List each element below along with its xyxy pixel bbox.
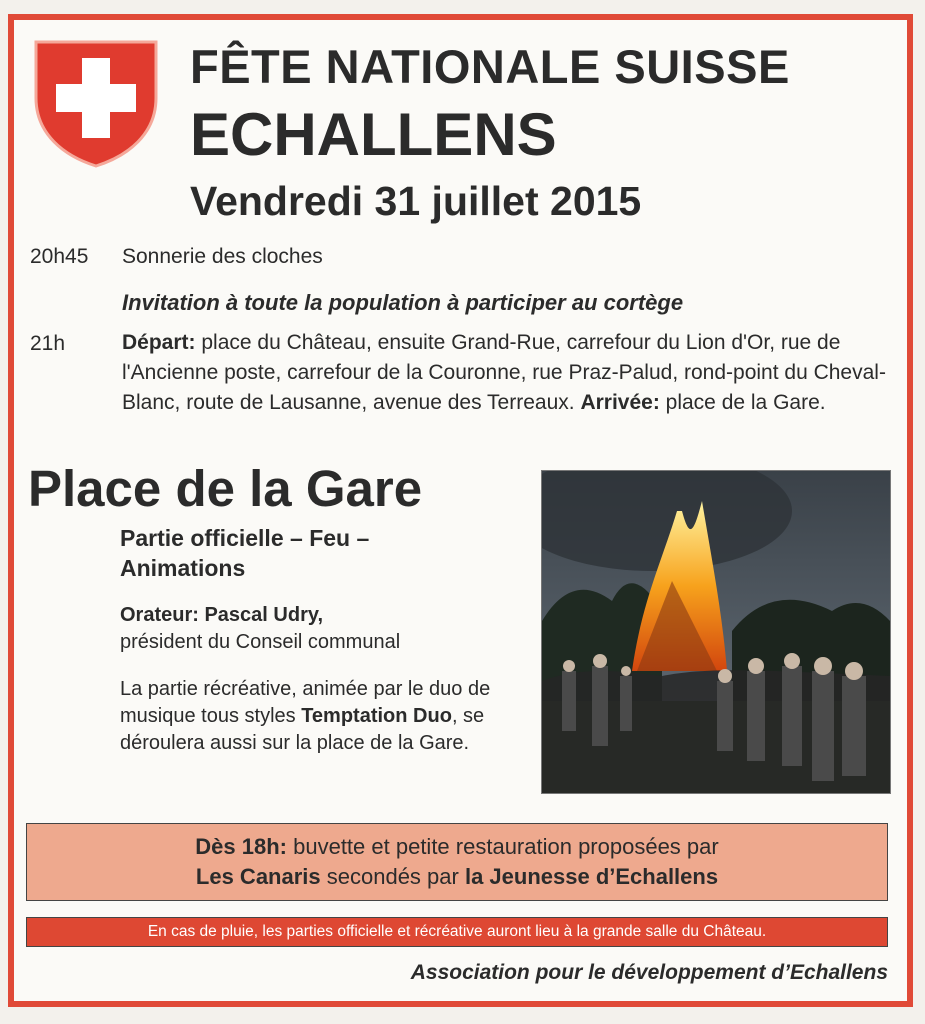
bonfire-photo <box>541 470 891 794</box>
depart-text: place du Château, ensuite Grand-Rue, carrefour du Lion d'Or, rue de l'Ancienne poste, carrefour de la Couronne, rue Praz-Palud, rond-point du Cheval-Blanc, route de Lausanne, avenue des Terreaux. <box>122 331 886 414</box>
recr-text: La partie récréative, animée par le duo de musique tous styles <box>120 678 491 727</box>
depart-label: Départ: <box>122 331 196 354</box>
event-date: Vendredi 31 juillet 2015 <box>190 178 642 224</box>
band-name: Temptation Duo <box>301 705 452 727</box>
rain-notice: En cas de pluie, les parties officielle et récréative auront lieu à la grande salle du Château. <box>26 917 888 947</box>
title-line2: ECHALLENS <box>190 101 557 168</box>
section-title: Place de la Gare <box>28 460 423 517</box>
schedule-time: 20h45 <box>30 245 89 268</box>
arrivee-label: Arrivée: <box>580 391 660 414</box>
recreative-paragraph <box>120 676 510 757</box>
buvette-time: Dès 18h: <box>195 834 287 859</box>
arrivee-text: place de la Gare. <box>659 391 826 414</box>
schedule-time: 21h <box>30 332 66 355</box>
canaris-name: Les Canaris <box>195 864 321 889</box>
jeunesse-name: la Jeunesse d’Echallens <box>464 864 719 889</box>
buvette-text: buvette et petite restauration proposées par <box>287 834 719 859</box>
orateur-block <box>120 602 520 656</box>
title-line1: FÊTE NATIONALE SUISSE <box>190 40 790 93</box>
route-paragraph <box>122 328 892 418</box>
recr-text: , se déroulera aussi sur la place de la Gare. <box>120 705 485 754</box>
buvette-text: secondés par <box>320 864 465 889</box>
organizer-credit: Association pour le développement d’Echallens <box>410 961 888 984</box>
invitation-text: Invitation à toute la population à participer au cortège <box>122 290 684 315</box>
schedule-text: Sonnerie des cloches <box>122 245 323 268</box>
partie-officielle-heading: Partie officielle – Feu – Animations <box>120 525 370 581</box>
orateur-role: président du Conseil communal <box>120 631 401 653</box>
orateur-name: Orateur: Pascal Udry, <box>120 604 324 626</box>
buvette-box <box>26 823 888 901</box>
swiss-cross-shield-icon <box>30 36 162 170</box>
